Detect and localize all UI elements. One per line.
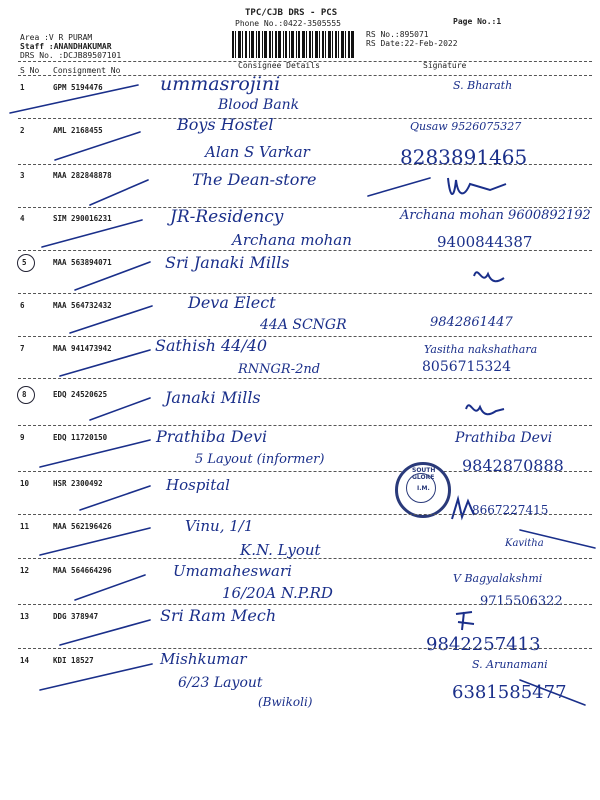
consignee-name: Vinu, 1/1 (185, 517, 254, 535)
recipient-signature: Kavitha (505, 538, 544, 549)
consignee-name: Prathiba Devi (156, 427, 268, 446)
consignment-no: MAA 564664296 (53, 566, 112, 575)
col-details: Consignee Details (238, 61, 320, 70)
recipient-signature: Prathiba Devi (455, 430, 553, 446)
row-sno: 2 (20, 126, 25, 135)
consignment-no: MAA 941473942 (53, 344, 112, 353)
pen-stroke (520, 530, 595, 548)
pen-stroke (90, 398, 150, 420)
recipient-phone: 9842870888 (462, 456, 564, 475)
row-sno: 11 (20, 522, 30, 531)
phone-number: Phone No.:0422-3505555 (235, 19, 341, 28)
consignment-no: AML 2168455 (53, 126, 103, 135)
pen-stroke (55, 132, 140, 160)
consignee-address: Archana mohan (232, 231, 352, 249)
row-sno: 5 (22, 258, 27, 267)
pen-stroke (40, 440, 150, 467)
col-sno: S No (20, 66, 40, 75)
stamp-center: I.M. (417, 485, 430, 492)
pen-stroke (60, 350, 150, 376)
consignee-name: Hospital (166, 476, 230, 494)
drs-number: DRS No. :DCJB89507101 (20, 51, 122, 60)
consignment-no: HSR 2300492 (53, 479, 103, 488)
pen-stroke (70, 306, 152, 333)
consignee-name: ummasrojini (160, 73, 281, 95)
consignment-no: EDQ 24520625 (53, 390, 108, 399)
pen-stroke (368, 178, 430, 196)
pen-stroke (42, 220, 142, 247)
recipient-signature: Archana mohan 9600892192 (400, 208, 591, 223)
recipient-phone: 8056715324 (422, 359, 512, 375)
consignee-address: Alan S Varkar (205, 143, 310, 161)
recipient-phone: 8283891465 (400, 145, 528, 169)
row-sno: 9 (20, 433, 25, 442)
recipient-signature: V Bagyalakshmi (453, 572, 543, 585)
rs-date: RS Date:22-Feb-2022 (366, 39, 458, 48)
row-sno: 1 (20, 83, 25, 92)
consignee-address: RNNGR-2nd (238, 362, 321, 377)
consignee-address: 6/23 Layout (178, 675, 263, 691)
pen-stroke (90, 180, 148, 205)
stamp-text: SOUTH GLORE (412, 467, 436, 481)
pen-stroke (80, 486, 150, 510)
consignee-address: 5 Layout (informer) (195, 452, 325, 467)
col-signature: Signature (423, 61, 467, 70)
consignment-no: MAA 564732432 (53, 301, 112, 310)
recipient-signature: S. Arunamani (472, 658, 548, 671)
consignment-no: MAA 282848878 (53, 171, 112, 180)
pen-stroke (10, 85, 138, 113)
consignee-name: Mishkumar (160, 650, 247, 668)
pen-stroke (60, 620, 150, 645)
row-sno: 13 (20, 612, 30, 621)
consignment-no: MAA 563894071 (53, 258, 112, 267)
row-sno: 3 (20, 171, 25, 180)
consignment-no: EDQ 11720150 (53, 433, 108, 442)
pen-stroke (40, 528, 150, 555)
pen-stroke (520, 680, 585, 705)
staff-label: Staff :ANANDHAKUMAR (20, 42, 112, 51)
pen-stroke (75, 575, 145, 600)
consignee-name: Deva Elect (188, 293, 276, 312)
row-sno: 7 (20, 344, 25, 353)
rs-number: RS No.:895071 (366, 30, 429, 39)
consignment-no: SIM 290016231 (53, 214, 112, 223)
consignee-address: K.N. Lyout (240, 541, 321, 559)
pen-stroke (75, 262, 150, 290)
consignee-name: Sri Ram Mech (160, 606, 277, 625)
consignee-address: 16/20A N.P.RD (222, 584, 333, 602)
consignment-no: GPM 5194476 (53, 83, 103, 92)
row-sno: 4 (20, 214, 25, 223)
consignee-name: Boys Hostel (177, 115, 274, 134)
col-consignment: Consignment No (53, 66, 121, 75)
consignee-name: Sri Janaki Mills (165, 253, 290, 272)
consignee-address-extra: (Bwikoli) (258, 695, 313, 709)
consignee-name: Umamaheswari (173, 562, 292, 580)
consignee-name: Janaki Mills (165, 388, 261, 407)
consignee-name: Sathish 44/40 (155, 336, 268, 355)
consignment-no: KDI 18527 (53, 656, 94, 665)
recipient-signature: Qusaw 9526075327 (410, 120, 522, 133)
page-number: Page No.:1 (453, 17, 502, 26)
recipient-phone: 9842861447 (430, 315, 513, 330)
recipient-signature: S. Bharath (453, 79, 513, 92)
consignee-address: Blood Bank (218, 97, 300, 113)
row-sno: 8 (22, 390, 27, 399)
consignment-no: MAA 562196426 (53, 522, 112, 531)
row-sno: 12 (20, 566, 30, 575)
consignment-no: DDG 378947 (53, 612, 99, 621)
recipient-phone: 9842257413 (426, 634, 541, 655)
recipient-phone: 9400844387 (437, 233, 533, 251)
consignee-address: 44A SCNGR (260, 317, 347, 333)
row-sno: 6 (20, 301, 25, 310)
area-label: Area :V R PURAM (20, 33, 93, 42)
row-sno: 10 (20, 479, 30, 488)
recipient-signature: Yasitha nakshathara (424, 343, 538, 356)
recipient-phone: 6381585477 (452, 682, 567, 703)
consignee-name: The Dean-store (192, 170, 317, 189)
doc-title: TPC/CJB DRS - PCS (245, 8, 338, 18)
consignee-name: JR-Residency (170, 207, 284, 227)
recipient-phone: 8667227415 (472, 503, 549, 517)
recipient-phone: 9715506322 (480, 594, 563, 609)
pen-stroke (40, 664, 152, 690)
row-sno: 14 (20, 656, 30, 665)
